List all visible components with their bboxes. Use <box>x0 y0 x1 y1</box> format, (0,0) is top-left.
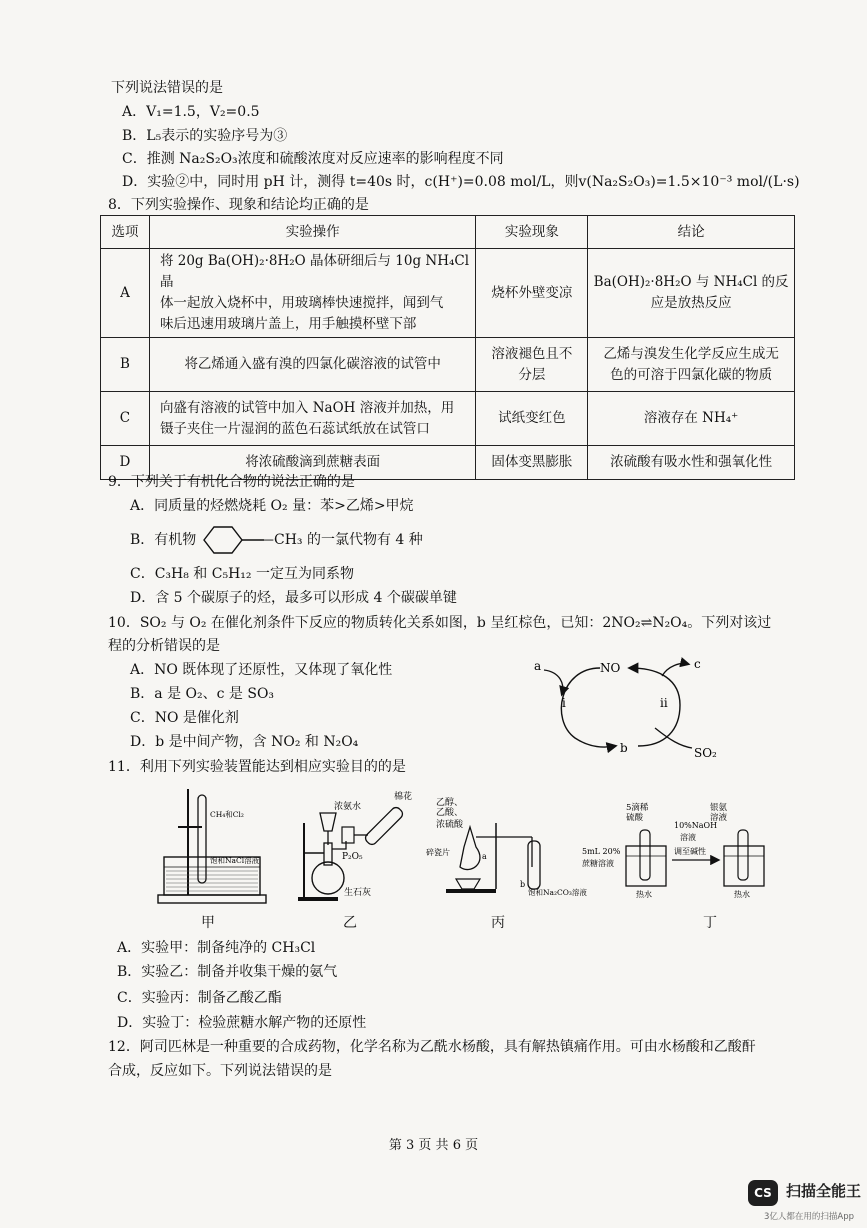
ding-sucrose-line1: 5mL 20% <box>582 847 621 856</box>
phenomenon-cell <box>476 338 588 392</box>
cell-line: 将浓硫酸滴到蔗糖表面 <box>245 454 381 470</box>
q10-option-b: B．a 是 O₂、c 是 SO₃ <box>130 686 275 702</box>
bing-label-b: b <box>520 880 526 889</box>
conclusion-cell <box>588 446 795 480</box>
q7-option-a: A．V₁=1.5，V₂=0.5 <box>122 104 260 120</box>
catalytic-cycle-diagram <box>520 650 740 765</box>
q9-option-b-prefix: B．有机物 <box>130 532 197 548</box>
figure-label-ding: 丁 <box>703 915 717 931</box>
q9-stem: 9．下列关于有机化合物的说法正确的是 <box>108 474 355 490</box>
cell-line: 将乙烯通入盛有溴的四氯化碳溶液的试管中 <box>184 356 441 372</box>
apparatus-jia-figure <box>150 785 275 910</box>
table-header-cell: 结论 <box>588 216 795 249</box>
jia-solution-label: 饱和NaCl溶液 <box>210 856 260 865</box>
q8-stem: 8．下列实验操作、现象和结论均正确的是 <box>108 197 369 213</box>
cell-line: 应是放热反应 <box>650 295 732 311</box>
bing-reagent-line3: 浓硫酸 <box>436 820 464 830</box>
q7-option-c: C．推测 Na₂S₂O₃浓度和硫酸浓度对反应速率的影响程度不同 <box>122 151 504 167</box>
label-ii: ii <box>660 696 668 710</box>
q11-option-d: D．实验丁：检验蔗糖水解产物的还原性 <box>117 1015 367 1031</box>
cell-line: 浓硫酸有吸水性和强氧化性 <box>610 454 773 470</box>
apparatus-yi-figure <box>298 783 433 908</box>
phenomenon-cell <box>476 392 588 446</box>
yi-p2o5-label: P₂O₅ <box>342 852 363 862</box>
jia-gas-label: CH₄和Cl₂ <box>210 810 244 819</box>
label-c: c <box>694 657 701 671</box>
q11-option-c: C．实验丙：制备乙酸乙酯 <box>117 990 282 1006</box>
figure-label-jia: 甲 <box>201 915 215 931</box>
label-i: i <box>562 696 566 710</box>
table-row <box>101 392 795 446</box>
conclusion-cell <box>588 392 795 446</box>
operation-cell <box>149 392 476 446</box>
q11-option-b: B．实验乙：制备并收集干燥的氨气 <box>117 964 338 980</box>
label-so2: SO₂ <box>694 746 717 760</box>
figure-label-bing: 丙 <box>491 915 505 931</box>
cell-line: 味后迅速用玻璃片盖上，用手触摸杯壁下部 <box>159 316 417 332</box>
q7-option-b: B．L₅表示的实验序号为③ <box>122 128 288 144</box>
q10-stem-line2: 程的分析错误的是 <box>108 638 220 654</box>
q7-stem: 下列说法错误的是 <box>111 80 223 96</box>
q12-stem-line1: 12．阿司匹林是一种重要的合成药物，化学名称为乙酰水杨酸，具有解热镇痛作用。可由水杨酸和乙酸酐 <box>108 1039 756 1055</box>
q10-stem-line1: 10．SO₂ 与 O₂ 在催化剂条件下反应的物质转化关系如图，b 呈红棕色，已知：2NO₂⇌N₂O₄。下列对该过 <box>108 615 772 631</box>
cell-line: 向盛有溶液的试管中加入 NaOH 溶液并加热，用 <box>159 399 455 416</box>
cell-line: 烧杯外壁变凉 <box>491 284 573 301</box>
q7-option-d: D．实验②中，同时用 pH 计，测得 t=40s 时，c(H⁺)=0.08 mol/L，则v(Na₂S₂O₃)=1.5×10⁻³ mol/(L·s) <box>122 174 800 190</box>
operation-cell <box>149 249 476 338</box>
camscanner-logo-icon: CS <box>748 1180 778 1206</box>
table-header-cell: 实验现象 <box>476 216 588 249</box>
bing-na2co3-label: 饱和Na₂CO₃溶液 <box>528 888 587 897</box>
yi-lime-label: 生石灰 <box>344 888 372 898</box>
bing-reagent-line2: 乙酸、 <box>436 808 464 818</box>
cell-line: 体一起放入烧杯中，用玻璃棒快速搅拌，闻到气 <box>159 295 444 311</box>
cell-line: 色的可溶于四氯化碳的物质 <box>610 366 773 383</box>
table-row <box>101 249 795 338</box>
conclusion-cell <box>588 249 795 338</box>
operation-cell <box>149 338 476 392</box>
ding-silver-line2: 溶液 <box>710 813 728 823</box>
yi-cotton-label: 棉花 <box>394 792 413 802</box>
table-header-row <box>101 216 795 249</box>
cell-line: 溶液存在 NH₄⁺ <box>643 410 739 426</box>
q10-option-d: D．b 是中间产物，含 NO₂ 和 N₂O₄ <box>130 734 359 750</box>
cell-line: 溶液褪色且不 <box>491 345 573 362</box>
cyclohexane-ring-icon <box>198 523 268 557</box>
option-cell: B <box>101 338 150 392</box>
table-row <box>101 338 795 392</box>
cell-line: 分层 <box>518 366 546 383</box>
table-header-cell: 实验操作 <box>149 216 476 249</box>
q11-stem: 11．利用下列实验装置能达到相应实验目的的是 <box>108 759 406 775</box>
q9-option-c: C．C₃H₈ 和 C₅H₁₂ 一定互为同系物 <box>130 566 354 582</box>
cell-line: 试纸变红色 <box>498 410 566 426</box>
q11-option-a: A．实验甲：制备纯净的 CH₃Cl <box>117 940 316 956</box>
option-cell: A <box>101 249 150 338</box>
cell-line: 将 20g Ba(OH)₂·8H₂O 晶体研细后与 10g NH₄Cl 晶 <box>159 253 470 290</box>
q10-option-c: C．NO 是催化剂 <box>130 710 239 726</box>
q10-option-a: A．NO 既体现了还原性，又体现了氧化性 <box>130 662 393 678</box>
q9-option-d: D．含 5 个碳原子的烃，最多可以形成 4 个碳碳单键 <box>130 590 457 606</box>
yi-ammonia-label: 浓氨水 <box>334 802 362 812</box>
ding-silver-line1: 银氨 <box>710 803 728 813</box>
cell-line: 固体变黑膨胀 <box>491 454 573 470</box>
ding-sucrose-line2: 蔗糖溶液 <box>582 859 614 868</box>
ding-acid-line1: 5滴稀 <box>626 803 649 813</box>
bing-reagent-line1: 乙醇、 <box>436 798 464 808</box>
camscanner-tagline: 3亿人都在用的扫描App <box>764 1212 855 1222</box>
phenomenon-cell <box>476 446 588 480</box>
apparatus-bing-figure <box>426 797 587 897</box>
q8-table <box>100 215 795 480</box>
ding-naoh-line1: 10%NaOH <box>674 821 718 830</box>
page-number: 第 3 页 共 6 页 <box>388 1138 479 1153</box>
apparatus-ding-figure <box>582 800 792 900</box>
option-cell: C <box>101 392 150 446</box>
bing-chips-label: 碎瓷片 <box>426 848 450 857</box>
label-b: b <box>620 741 628 755</box>
ding-hot-water-1: 热水 <box>636 890 652 899</box>
cell-line: 镊子夹住一片湿润的蓝色石蕊试纸放在试管口 <box>159 420 430 437</box>
q12-stem-line2: 合成，反应如下。下列说法错误的是 <box>108 1063 332 1079</box>
conclusion-cell <box>588 338 795 392</box>
ding-hot-water-2: 热水 <box>734 890 750 899</box>
cell-line: Ba(OH)₂·8H₂O 与 NH₄Cl 的反 <box>593 274 789 290</box>
camscanner-name: 扫描全能王 <box>786 1182 862 1200</box>
ding-naoh-line2: 溶液 <box>680 833 696 842</box>
option-cell: D <box>101 446 150 480</box>
table-header-cell: 选项 <box>101 216 150 249</box>
q9-option-a: A．同质量的烃燃烧耗 O₂ 量：苯>乙烯>甲烷 <box>130 498 414 514</box>
bing-label-a: a <box>482 852 487 861</box>
ding-acid-line2: 硫酸 <box>626 813 644 823</box>
cell-line: 乙烯与溴发生化学反应生成无 <box>603 345 779 362</box>
figure-label-yi: 乙 <box>343 915 357 931</box>
ding-naoh-line3: 调至碱性 <box>674 847 706 856</box>
q9-option-b-suffix: —CH₃ 的一氯代物有 4 种 <box>260 532 423 548</box>
label-a: a <box>534 659 542 673</box>
phenomenon-cell <box>476 249 588 338</box>
label-no: NO <box>600 661 621 675</box>
